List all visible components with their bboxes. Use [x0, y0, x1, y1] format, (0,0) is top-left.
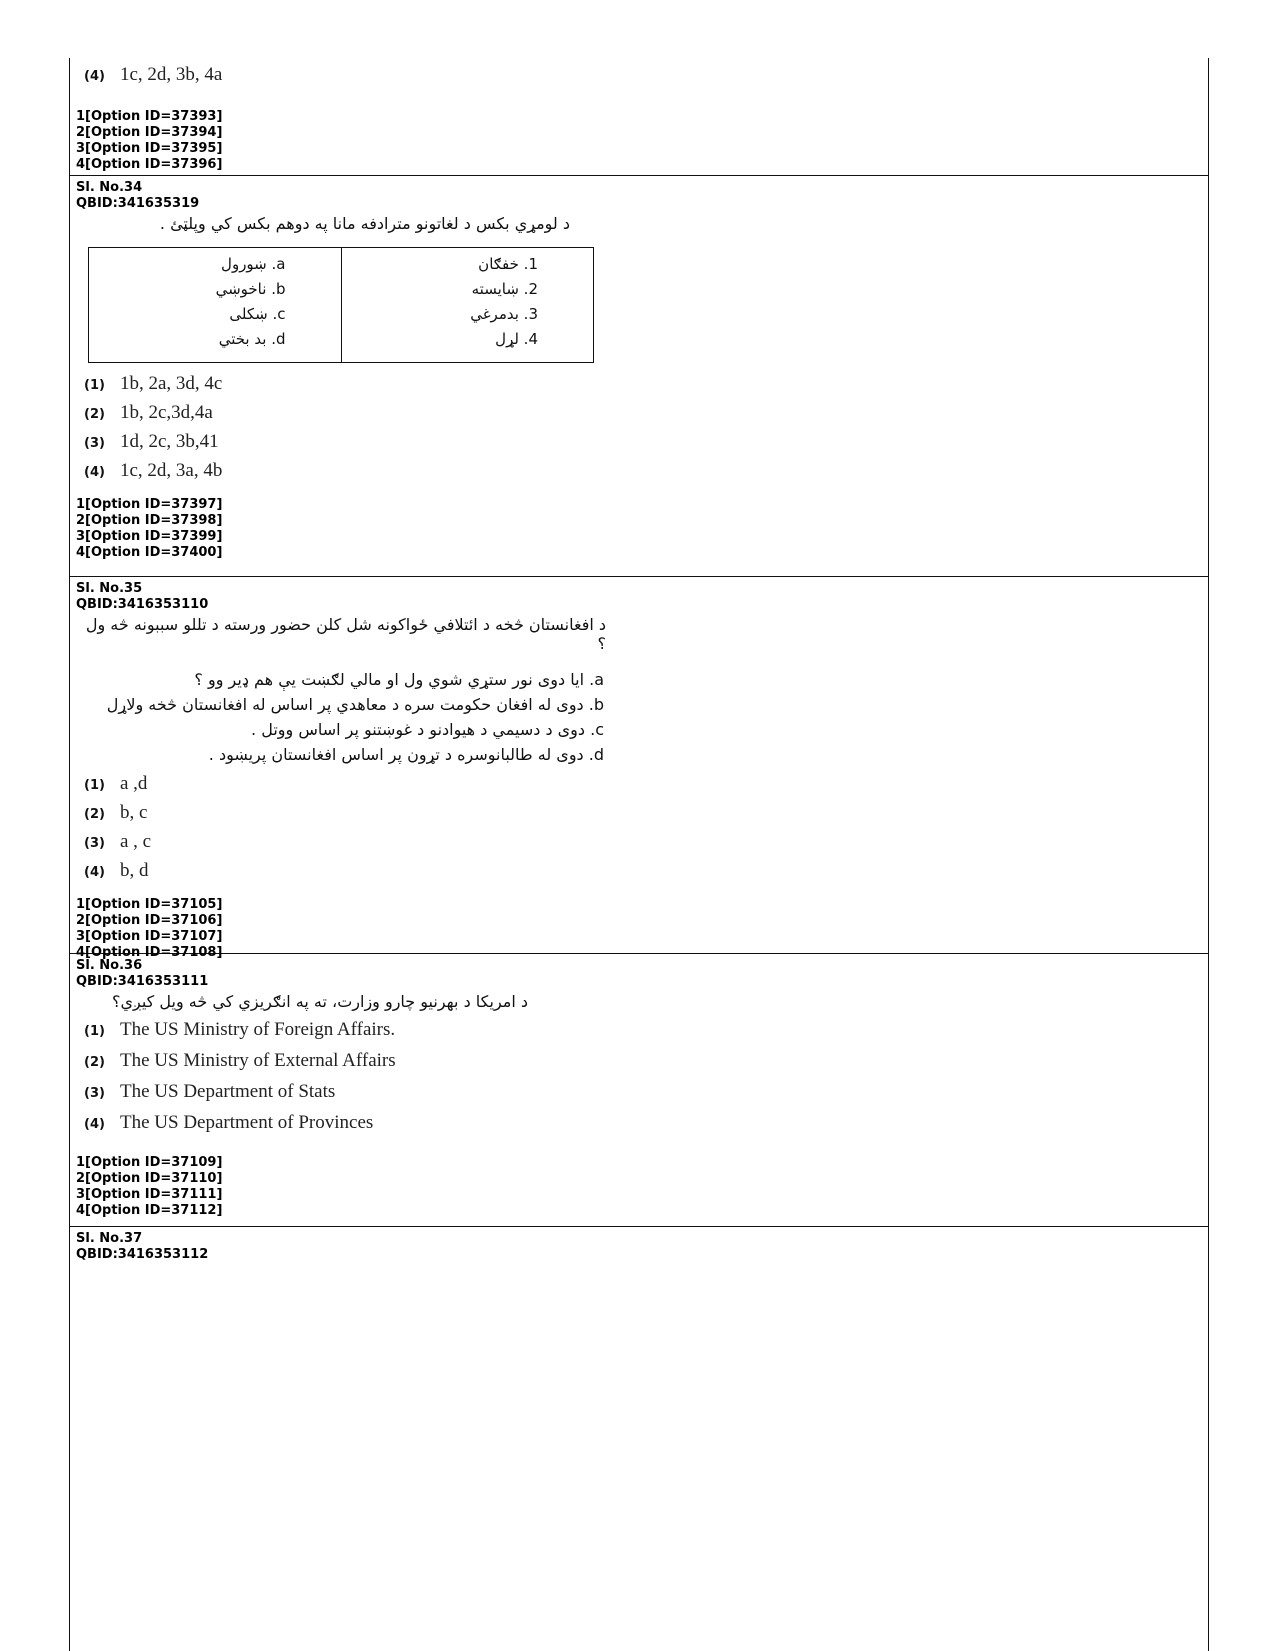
- option-number: (1): [84, 378, 105, 393]
- option-id: 2[Option ID=37106]: [76, 913, 223, 928]
- option-id: 3[Option ID=37395]: [76, 141, 223, 156]
- option-text: 1b, 2c,3d,4a: [120, 402, 213, 423]
- option-text: 1b, 2a, 3d, 4c: [120, 373, 223, 394]
- option-4: [84, 460, 1208, 489]
- option-1: [84, 1019, 1208, 1050]
- option-number: (4): [84, 465, 105, 480]
- statement-item: b. دوی له افغان حکومت سره د معاهدي پر اساس له افغانستان څخه ولاړل: [106, 695, 604, 714]
- column-right-item: 4. لړل: [495, 330, 538, 348]
- question-bank-id: QBID:341635319: [76, 196, 200, 211]
- question-text: د امریکا د بهرنیو چارو وزارت، ته په انګریزي کي څه ویل کیږي؟: [112, 992, 528, 1011]
- serial-number: Sl. No.34: [76, 180, 143, 195]
- question-35-block: [70, 577, 1208, 960]
- column-left-item: d. بد بختي: [218, 330, 286, 348]
- column-right-item: 2. ښایسته: [471, 280, 538, 298]
- option-text: The US Department of Stats: [120, 1081, 336, 1102]
- option-id: 3[Option ID=37107]: [76, 929, 223, 944]
- question-text: د افغانستان څخه د ائتلافي ځواکونه شل کلن حضور ورسته د تللو سببونه څه ول ؟: [85, 615, 606, 653]
- option-text: The US Ministry of Foreign Affairs.: [120, 1019, 396, 1040]
- question-bank-id: QBID:3416353111: [76, 974, 209, 989]
- option-text: 1d, 2c, 3b,41: [120, 431, 219, 452]
- question-bank-id: QBID:3416353110: [76, 597, 209, 612]
- column-right-item: 3. بدمرغي: [470, 305, 538, 323]
- option-2: [84, 802, 1208, 831]
- column-right-item: 1. خفګان: [478, 255, 538, 273]
- statement-item: a. ایا دوی نور ستړي شوي ول او مالي لګښت يې هم ډیر وو ؟: [194, 670, 604, 689]
- option-text: The US Department of Provinces: [120, 1112, 374, 1133]
- matching-table: [88, 247, 594, 363]
- option-id: 1[Option ID=37393]: [76, 109, 223, 124]
- option-id: 2[Option ID=37110]: [76, 1171, 223, 1186]
- option-text: b, c: [120, 802, 148, 823]
- option-id: 4[Option ID=37396]: [76, 157, 223, 172]
- option-id: 1[Option ID=37109]: [76, 1155, 223, 1170]
- option-id: 4[Option ID=37108]: [76, 945, 223, 960]
- column-left-item: a. ښورول: [221, 255, 286, 273]
- prev-question-block: [70, 58, 1208, 176]
- serial-number: Sl. No.35: [76, 581, 143, 596]
- option-text: a ,d: [120, 773, 148, 794]
- column-left-item: c. ښکلی: [229, 305, 286, 323]
- option-number: (2): [84, 807, 105, 822]
- option-number: (3): [84, 836, 105, 851]
- question-37-block: [70, 1227, 1208, 1267]
- option-id: 3[Option ID=37399]: [76, 529, 223, 544]
- statement-item: d. دوی له طالبانوسره د تړون پر اساس افغانستان پریښود .: [208, 745, 604, 764]
- option-id-list: [76, 897, 1208, 961]
- statement-item: c. دوی د دسیمي د هیوادنو د غوښتنو پر اساس ووتل .: [251, 720, 604, 739]
- option-id: 1[Option ID=37105]: [76, 897, 223, 912]
- option-id: 1[Option ID=37397]: [76, 497, 223, 512]
- option-3: [84, 831, 1208, 860]
- option-number: (2): [84, 1055, 105, 1070]
- option-2: [84, 402, 1208, 431]
- column-right: [341, 248, 594, 363]
- option-text: 1c, 2d, 3a, 4b: [120, 460, 223, 481]
- option-4: [84, 860, 1208, 889]
- option-id: 2[Option ID=37398]: [76, 513, 223, 528]
- option-id-list: [76, 497, 1208, 561]
- serial-number: Sl. No.36: [76, 958, 143, 973]
- option-4: [84, 64, 1208, 93]
- option-number: (4): [84, 1117, 105, 1132]
- option-number: (2): [84, 407, 105, 422]
- question-bank-id: QBID:3416353112: [76, 1247, 209, 1262]
- option-number: (1): [84, 1024, 105, 1039]
- option-3: [84, 431, 1208, 460]
- serial-number: Sl. No.37: [76, 1231, 143, 1246]
- option-number: (3): [84, 436, 105, 451]
- option-1: [84, 373, 1208, 402]
- question-paper-page: [69, 58, 1209, 1651]
- option-text: b, d: [120, 860, 149, 881]
- option-id: 4[Option ID=37112]: [76, 1203, 223, 1218]
- option-number: (1): [84, 778, 105, 793]
- option-id-list: [76, 1155, 1208, 1219]
- option-text: 1c, 2d, 3b, 4a: [120, 64, 223, 85]
- column-left-item: b. ناخوښي: [215, 280, 286, 298]
- question-34-block: [70, 176, 1208, 577]
- option-number: (4): [84, 865, 105, 880]
- option-number: (3): [84, 1086, 105, 1101]
- option-3: [84, 1081, 1208, 1112]
- option-number: (4): [84, 69, 105, 84]
- question-text: د لومړي بکس د لغاتونو مترادفه مانا په دوهم بکس کي وپلټئ .: [159, 214, 570, 233]
- option-text: The US Ministry of External Affairs: [120, 1050, 396, 1071]
- option-text: a , c: [120, 831, 152, 852]
- option-id: 4[Option ID=37400]: [76, 545, 223, 560]
- statement-list: [76, 667, 604, 767]
- option-id: 2[Option ID=37394]: [76, 125, 223, 140]
- option-2: [84, 1050, 1208, 1081]
- option-id: 3[Option ID=37111]: [76, 1187, 223, 1202]
- question-36-block: [70, 954, 1208, 1227]
- option-id-list: [76, 109, 1208, 173]
- option-1: [84, 773, 1208, 802]
- option-4: [84, 1112, 1208, 1143]
- column-left: [89, 248, 342, 363]
